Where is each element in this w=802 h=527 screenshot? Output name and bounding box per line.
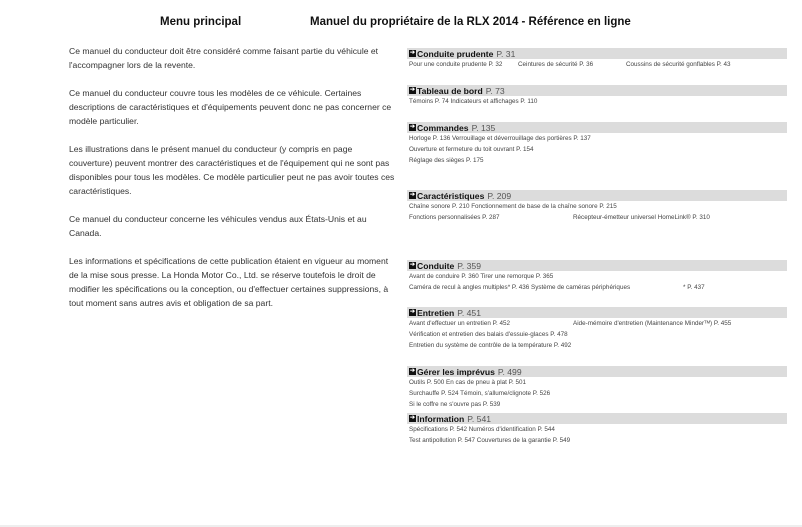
toc-line	[407, 96, 787, 107]
toc-section-title[interactable]: Tableau de bord	[417, 85, 483, 96]
toc-section	[407, 307, 787, 351]
toc-page-link[interactable]: P. 73	[485, 85, 505, 96]
toc-section-header[interactable]	[407, 260, 787, 271]
main-menu-heading: Menu principal	[160, 16, 242, 28]
intro-paragraph: Les illustrations dans le présent manuel du conducteur (y compris en page couverture) peuvent montrer des caractéristiques et de l'équipement qui ne sont pas disponibles pour tous les modèles. Ce modèle particulier peut ne pas avoir toutes ces caractéristiques.	[69, 144, 395, 196]
toc-entry-link[interactable]: Spécifications P. 542 Numéros d'identification P. 544	[409, 426, 555, 433]
toc-line	[407, 144, 787, 155]
toc-entry-link[interactable]: Réglage des sièges P. 175	[409, 157, 484, 164]
arrow-right-icon: ➔	[409, 415, 416, 421]
intro-paragraph: Ce manuel du conducteur couvre tous les modèles de ce véhicule. Certaines descriptions de caractéristiques et d'équipements peuvent donc ne pas concerner ce modèle particulier.	[69, 88, 392, 126]
page-title: Manuel du propriétaire de la RLX 2014 - Référence en ligne	[310, 16, 631, 28]
toc-entry-link[interactable]: Outils P. 500 En cas de pneu à plat P. 501	[409, 379, 527, 386]
toc-entry-link[interactable]: Coussins de sécurité gonflables P. 43	[626, 61, 731, 68]
toc-line	[407, 377, 787, 388]
toc-entry-link[interactable]: Chaîne sonore P. 210 Fonctionnement de base de la chaîne sonore P. 215	[409, 203, 617, 210]
arrow-right-icon: ➔	[409, 309, 416, 315]
toc-line	[407, 340, 787, 351]
toc-line	[407, 59, 787, 70]
arrow-right-icon: ➔	[409, 368, 416, 374]
toc-line	[407, 201, 787, 212]
toc-line	[407, 271, 787, 282]
toc-line	[407, 329, 787, 340]
toc-section-header[interactable]	[407, 190, 787, 201]
toc-entry-link[interactable]: Test antipollution P. 547 Couvertures de la garantie P. 549	[409, 437, 571, 444]
toc-entry-link[interactable]: Horloge P. 136 Verrouillage et déverrouillage des portières P. 137	[409, 135, 591, 142]
toc-section-title[interactable]: Gérer les imprévus	[417, 366, 495, 377]
toc-section	[407, 260, 787, 293]
arrow-right-icon: ➔	[409, 262, 416, 268]
toc-entry-link[interactable]: Fonctions personnalisées P. 287	[409, 214, 500, 221]
toc-section	[407, 48, 787, 70]
toc-page-link[interactable]: P. 135	[471, 122, 496, 133]
toc-line	[407, 424, 787, 435]
toc-section-title[interactable]: Conduite	[417, 260, 455, 271]
toc-entry-link[interactable]: Témoins P. 74 Indicateurs et affichages P. 110	[409, 98, 538, 105]
toc-section-title[interactable]: Entretien	[417, 307, 455, 318]
toc-section	[407, 366, 787, 410]
intro-text	[69, 44, 397, 324]
arrow-right-icon: ➔	[409, 124, 416, 130]
toc-section	[407, 413, 787, 446]
toc-entry-link[interactable]: Avant d'effectuer un entretien P. 452	[409, 320, 510, 327]
toc-section-title[interactable]: Commandes	[417, 122, 469, 133]
toc-line	[407, 399, 787, 410]
toc-section-header[interactable]	[407, 122, 787, 133]
toc-line	[407, 212, 787, 223]
intro-paragraph: Ce manuel du conducteur concerne les véhicules vendus aux États-Unis et au Canada.	[69, 214, 367, 238]
toc-section-header[interactable]	[407, 307, 787, 318]
toc-page-link[interactable]: P. 499	[497, 366, 522, 377]
toc-entry-link[interactable]: Caméra de recul à angles multiples* P. 436 Système de caméras périphériques	[409, 284, 631, 291]
toc-page-link[interactable]: P. 31	[496, 48, 516, 59]
intro-paragraph: Les informations et spécifications de cette publication étaient en vigueur au moment de la mise sous presse. La Honda Motor Co., Ltd. se réserve toutefois le droit de modifier les spécifications ou la conception, ou d'effectuer certaines suppressions, à tout moment sans autres avis et obligation de sa part.	[69, 256, 389, 308]
toc-entry-link[interactable]: Aide-mémoire d'entretien (Maintenance Minderᵀᴹ) P. 455	[573, 320, 732, 327]
toc-entry-link[interactable]: Récepteur-émetteur universel HomeLink® P. 310	[573, 214, 710, 221]
toc-line	[407, 318, 787, 329]
toc-line	[407, 133, 787, 144]
toc-entry-link[interactable]: Vérification et entretien des balais d'essuie-glaces P. 478	[409, 331, 568, 338]
toc-section	[407, 85, 787, 107]
toc-section	[407, 190, 787, 223]
toc-section-header[interactable]	[407, 85, 787, 96]
toc-entry-link[interactable]: Pour une conduite prudente P. 32	[409, 61, 503, 68]
toc-section-title[interactable]: Caractéristiques	[417, 190, 485, 201]
toc-entry-link[interactable]: Surchauffe P. 524 Témoin, s'allume/clignote P. 526	[409, 390, 551, 397]
toc-page-link[interactable]: P. 359	[457, 260, 481, 271]
toc-entry-link[interactable]: Si le coffre ne s'ouvre pas P. 539	[409, 401, 501, 408]
toc-section-header[interactable]	[407, 413, 787, 424]
toc-line	[407, 282, 787, 293]
intro-paragraph: Ce manuel du conducteur doit être considéré comme faisant partie du véhicule et l'accompagner lors de la revente.	[69, 46, 379, 70]
toc-line	[407, 435, 787, 446]
arrow-right-icon: ➔	[409, 192, 416, 198]
toc-section-title[interactable]: Conduite prudente	[417, 48, 494, 59]
toc-entry-link[interactable]: Ceintures de sécurité P. 36	[518, 61, 594, 68]
toc-line	[407, 155, 787, 166]
toc-section-title[interactable]: Information	[417, 413, 465, 424]
toc-section-header[interactable]	[407, 366, 787, 377]
toc-page-link[interactable]: P. 451	[457, 307, 481, 318]
toc-entry-link[interactable]: Avant de conduire P. 360 Tirer une remorque P. 365	[409, 273, 554, 280]
toc-page-link[interactable]: P. 209	[487, 190, 512, 201]
arrow-right-icon: ➔	[409, 50, 416, 56]
toc-entry-link[interactable]: Ouverture et fermeture du toit ouvrant P. 154	[409, 146, 534, 153]
toc-entry-link[interactable]: * P. 437	[683, 284, 705, 291]
toc-section	[407, 122, 787, 166]
toc-entry-link[interactable]: Entretien du système de contrôle de la température P. 492	[409, 342, 572, 349]
arrow-right-icon: ➔	[409, 87, 416, 93]
toc-line	[407, 388, 787, 399]
toc-page-link[interactable]: P. 541	[467, 413, 492, 424]
toc-section-header[interactable]	[407, 48, 787, 59]
